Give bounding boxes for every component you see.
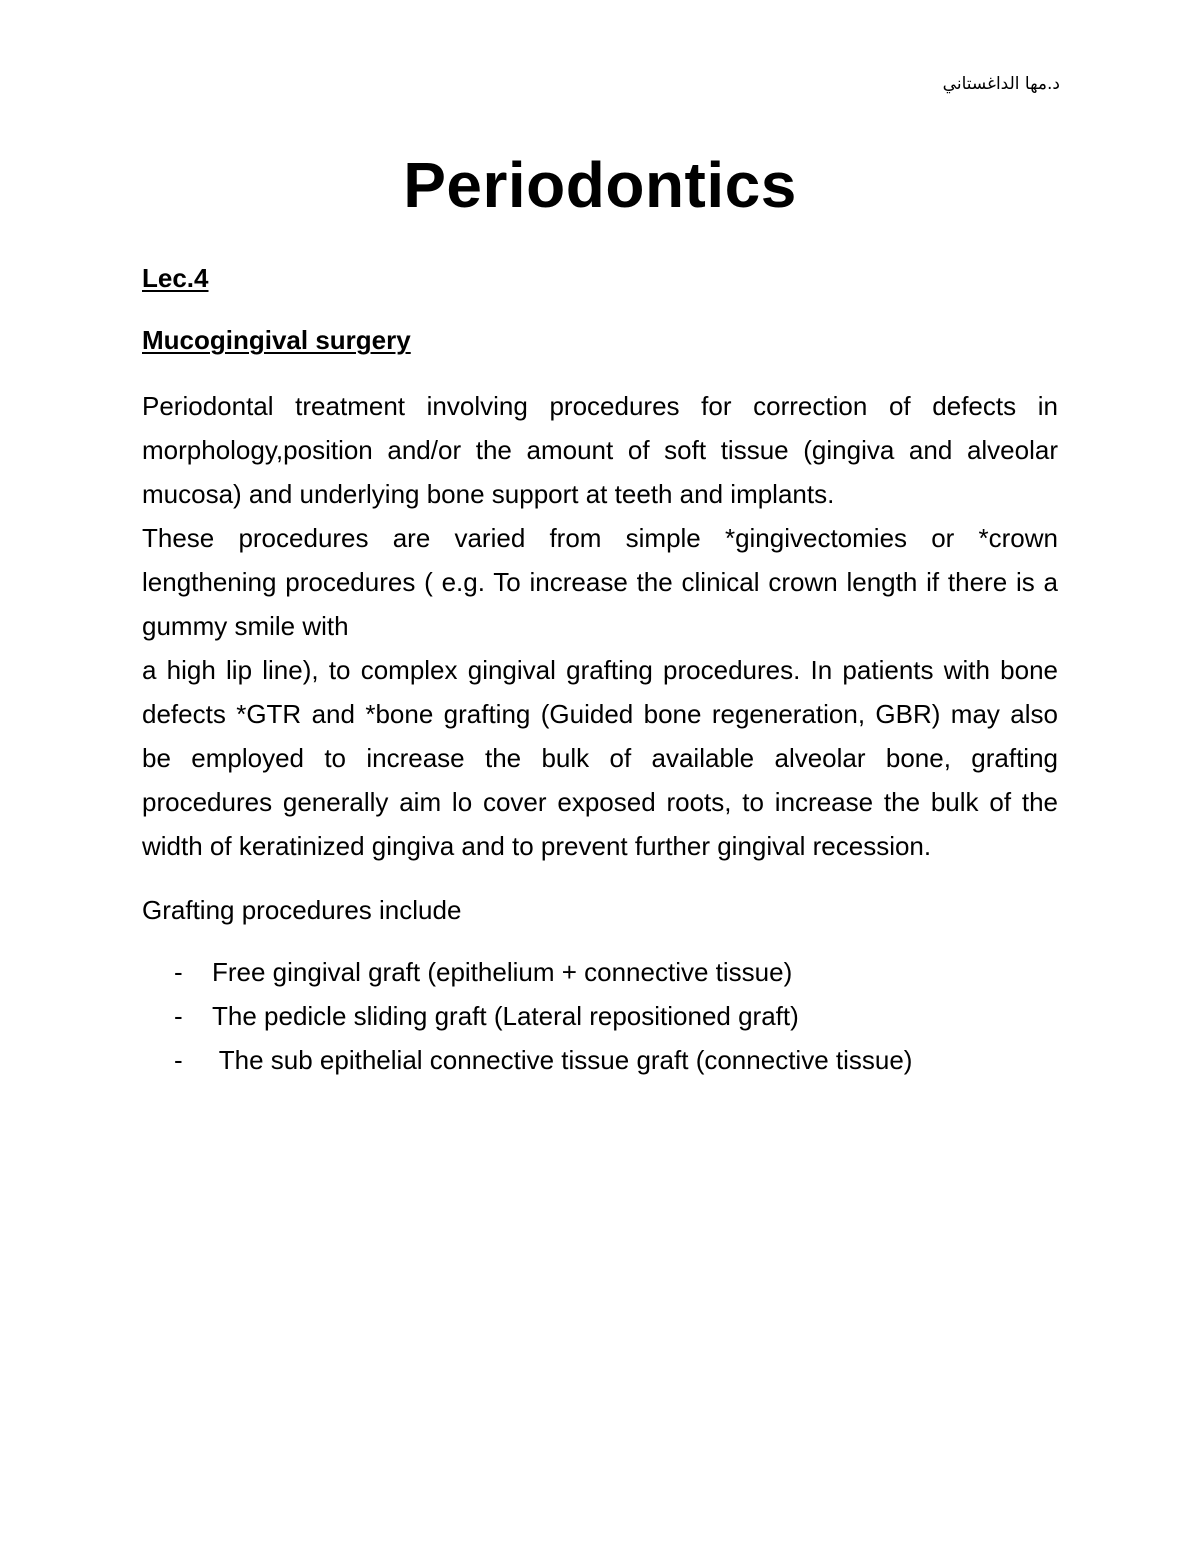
paragraph-grafting: a high lip line), to complex gingival grafting procedures. In patients with bone defects *GTR and *bone grafting (Guided bone regeneration, GBR) may also be employed to increase the bulk of available alveolar bone, grafting procedures generally aim lo cover exposed roots, to increase the bulk of the width of keratinized gingiva and to prevent further gingival recession. (142, 655, 1058, 861)
list-item (142, 1038, 1058, 1082)
author-name: د.مها الداغستاني (942, 74, 1060, 94)
page-title: Periodontics (403, 149, 797, 221)
list-item-text: The sub epithelial connective tissue graft (connective tissue) (212, 1045, 913, 1075)
list-item (142, 994, 1058, 1038)
list-item-text: Free gingival graft (epithelium + connective tissue) (212, 957, 793, 987)
grafting-list (142, 950, 1058, 1082)
paragraph-definition: Periodontal treatment involving procedures for correction of defects in morphology,position and/or the amount of soft tissue (gingiva and alveolar mucosa) and underlying bone support at teeth and implants. (142, 391, 1058, 509)
lecture-label: Lec.4 (142, 263, 209, 293)
list-dash: - (174, 1045, 183, 1075)
list-item (142, 950, 1058, 994)
grafting-intro: Grafting procedures include (142, 895, 462, 925)
paragraph-procedures: These procedures are varied from simple *gingivectomies or *crown lengthening procedures ( e.g. To increase the clinical crown length if there is a gummy smile with (142, 523, 1058, 641)
list-dash: - (174, 1001, 183, 1031)
document-body (142, 258, 1058, 1082)
list-dash: - (174, 957, 183, 987)
list-item-text: The pedicle sliding graft (Lateral repositioned graft) (212, 1001, 799, 1031)
section-heading: Mucogingival surgery (142, 325, 411, 355)
